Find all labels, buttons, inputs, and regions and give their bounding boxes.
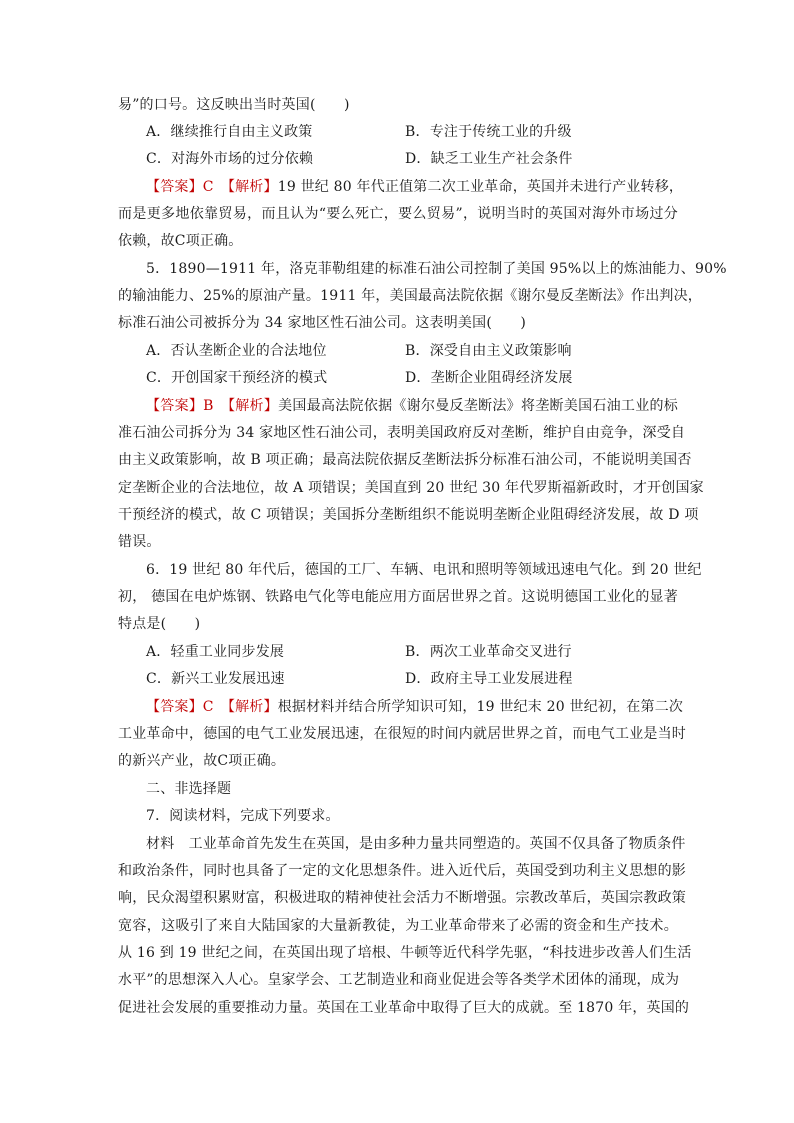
material-line-2: 和政治条件，同时也具备了一定的文化思想条件。进入近代后，英国受到功利主义思想的影 [118,863,686,879]
material-line-3: 响，民众渴望积累财富，积极进取的精神使社会活力不断增强。宗教改革后，英国宗教政策 [118,890,686,906]
q6-option-c: C．新兴工业发展迅速 [146,671,285,687]
q4-option-b: B．专注于传统工业的升级 [405,124,572,140]
q4-analysis-line-1: 19 世纪 80 年代正值第二次工业革命，英国并未进行产业转移， [277,179,684,195]
q4-option-a: A．继续推行自由主义政策 [146,124,313,140]
q5-analysis-line-2: 准石油公司拆分为 34 家地区性石油公司，表明美国政府反对垄断，维护自由竞争，深受自 [118,425,686,441]
q5-option-c: C．开创国家干预经济的模式 [146,370,328,386]
q6-stem-line-1: 6．19 世纪 80 年代后，德国的工厂、车辆、电讯和照明等领域迅速电气化。到 20 世纪 [146,562,702,578]
q6-analysis-line-2: 工业革命中，德国的电气工业发展迅速，在很短的时间内就居世界之首，而电气工业是当时 [118,726,686,742]
q6-option-b: B．两次工业革命交叉进行 [405,644,572,660]
material-line-5: 从 16 到 19 世纪之间，在英国出现了培根、牛顿等近代科学先驱，“科技进步改善人们生活 [118,945,692,961]
q5-stem-line-2: 的输油能力、25%的原油产量。1911 年，美国最高法院依据《谢尔曼反垄断法》作出判决， [118,288,702,304]
section-heading: 二、非选择题 [146,781,232,797]
material-line-4: 宽容，这吸引了来自大陆国家的大量新教徒，为工业革命带来了必需的资金和生产技术。 [118,918,678,934]
q5-stem-line-3: 标准石油公司被拆分为 34 家地区性石油公司。这表明美国( ) [118,315,527,331]
q6-answer-tag: 【答案】C 【解析】 [146,699,278,715]
q4-option-d: D．缺乏工业生产社会条件 [405,151,573,167]
q6-option-d: D．政府主导工业发展进程 [405,671,573,687]
q6-analysis-line-1: 根据材料并结合所学知识可知，19 世纪末 20 世纪初，在第二次 [277,699,684,715]
q6-analysis-line-3: 的新兴产业，故C项正确。 [118,753,286,769]
q4-stem-tail: 易”的口号。这反映出当时英国( ) [118,97,350,113]
q5-option-b: B．深受自由主义政策影响 [405,343,572,359]
material-line-6: 水平”的思想深入人心。皇家学会、工艺制造业和商业促进会等各类学术团体的涌现，成为 [118,972,680,988]
q5-analysis-line-5: 干预经济的模式，故 C 项错误；美国拆分垄断组织不能说明垄断企业阻碍经济发展，故 D 项 [118,507,699,523]
q5-option-d: D．垄断企业阻碍经济发展 [405,370,573,386]
q5-option-a: A．否认垄断企业的合法地位 [146,343,327,359]
q5-stem-line-1: 5．1890—1911 年，洛克菲勒组建的标准石油公司控制了美国 95%以上的炼油能力、90% [146,261,727,277]
q5-analysis-line-3: 由主义政策影响，故 B 项正确；最高法院依据反垄断法拆分标准石油公司，不能说明美国否 [118,452,692,468]
q6-answer-line [146,697,684,717]
q6-option-a: A．轻重工业同步发展 [146,644,285,660]
q4-option-c: C．对海外市场的过分依赖 [146,151,314,167]
material-line-1: 材料 工业革命首先发生在英国，是由多种力量共同塑造的。英国不仅具备了物质条件 [146,836,686,852]
q7-stem: 7．阅读材料，完成下列要求。 [146,808,340,824]
q5-answer-tag: 【答案】B 【解析】 [146,398,279,414]
q4-analysis-line-3: 依赖，故C项正确。 [118,233,243,249]
q5-analysis-line-4: 定垄断企业的合法地位，故 A 项错误；美国直到 20 世纪 30 年代罗斯福新政时，才开创国家 [118,480,704,496]
q4-analysis-line-2: 而是更多地依靠贸易，而且认为“要么死亡，要么贸易”，说明当时的英国对海外市场过分 [118,206,678,222]
q6-stem-line-2: 初， 德国在电炉炼钢、铁路电气化等电能应用方面居世界之首。这说明德国工业化的显著 [118,589,678,605]
q4-answer-line [146,177,684,197]
q4-answer-tag: 【答案】C 【解析】 [146,179,278,195]
q5-analysis-line-6: 错误。 [118,534,161,550]
material-line-7: 促进社会发展的重要推动力量。英国在工业革命中取得了巨大的成就。至 1870 年，英国的 [118,1000,690,1016]
q5-answer-line [146,396,678,416]
q5-analysis-line-1: 美国最高法院依据《谢尔曼反垄断法》将垄断美国石油工业的标 [278,398,678,414]
q6-stem-line-3: 特点是( ) [118,616,201,632]
